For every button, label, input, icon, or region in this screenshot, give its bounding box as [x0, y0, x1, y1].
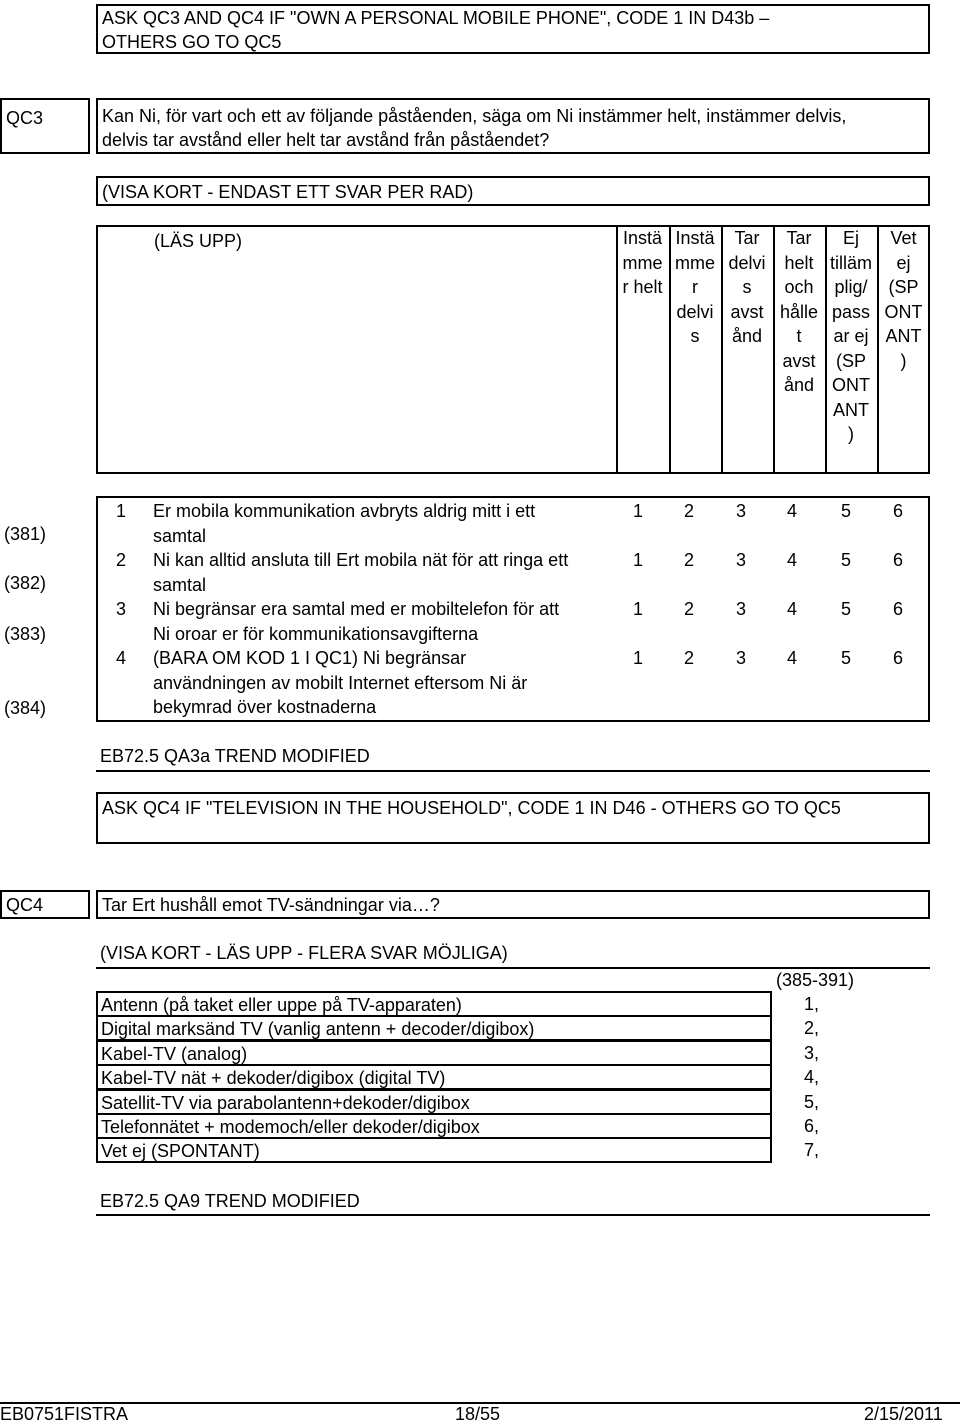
- qc4-id-box: [0, 890, 90, 919]
- qc3-question-line-2: delvis tar avstånd eller helt tar avstånd från påståendet?: [102, 130, 550, 150]
- item-statement-line: (BARA OM KOD 1 I QC1) Ni begränsar: [153, 648, 467, 668]
- response-code-option[interactable]: 4: [787, 501, 798, 521]
- qc3-column-header-line: hålle: [779, 301, 819, 322]
- qc4-option-label-box: [96, 1113, 772, 1139]
- item-variable-code: (384): [4, 698, 47, 718]
- qc4-option-code[interactable]: 6,: [804, 1116, 820, 1136]
- item-statement-line: bekymrad över kostnaderna: [153, 697, 377, 717]
- qc4-option-code[interactable]: 4,: [804, 1067, 820, 1088]
- response-code-option[interactable]: 2: [684, 550, 695, 570]
- qc3-column-header-line: avst: [782, 350, 816, 371]
- item-variable-code: (383): [4, 624, 47, 644]
- response-code-option[interactable]: 2: [684, 501, 695, 521]
- qc3-column-header-line: Instä: [622, 228, 663, 248]
- response-code-option[interactable]: 3: [736, 501, 747, 521]
- response-code-option[interactable]: 6: [893, 599, 904, 619]
- qc4-option-label: Antenn (på taket eller uppe på TV-apparaten): [101, 995, 462, 1015]
- qc3-column-header-line: helt: [784, 252, 814, 273]
- routing-box-qc3-qc4: [96, 4, 930, 54]
- qc3-column-header-line: Ej: [842, 228, 859, 248]
- qc4-option-label-box: [96, 1089, 772, 1115]
- response-code-option[interactable]: 3: [736, 550, 747, 570]
- qc3-column-header-line: ånd: [731, 326, 763, 346]
- item-number: 4: [116, 648, 127, 668]
- qc3-column-header-line: delvi: [676, 301, 714, 322]
- qc4-option-label-box: [96, 1040, 772, 1066]
- response-code-option[interactable]: 1: [633, 648, 644, 668]
- qc3-instruction: (VISA KORT - ENDAST ETT SVAR PER RAD): [102, 182, 474, 202]
- qc3-id: QC3: [6, 108, 44, 128]
- item-number: 1: [116, 501, 127, 521]
- qc4-option-code[interactable]: 3,: [804, 1042, 820, 1063]
- qc3-column-header: [669, 226, 721, 349]
- response-code-option[interactable]: 2: [684, 599, 695, 619]
- qc3-trend-label: EB72.5 QA3a TREND MODIFIED: [100, 746, 370, 766]
- qc4-code-range: (385-391): [776, 970, 855, 990]
- qc4-option-label-box: [96, 1015, 772, 1041]
- footer-doc-id: EB0751FISTRA: [0, 1404, 129, 1424]
- qc4-id: QC4: [6, 895, 44, 915]
- qc4-option-label-box: [96, 1064, 772, 1090]
- qc4-option-code[interactable]: 2,: [804, 1018, 820, 1039]
- response-code-option[interactable]: 6: [893, 648, 904, 668]
- qc3-column-header-line: pass: [831, 301, 871, 322]
- qc4-option-label: Vet ej (SPONTANT): [101, 1141, 260, 1162]
- qc3-column-header-line: ar ej: [833, 326, 869, 346]
- qc3-column-header-line: avst: [730, 301, 764, 322]
- response-code-option[interactable]: 1: [633, 599, 644, 619]
- response-code-option[interactable]: 6: [893, 550, 904, 570]
- qc3-id-box: [0, 98, 90, 154]
- response-code-option[interactable]: 5: [841, 501, 852, 521]
- qc4-option-label: Satellit-TV via parabolantenn+dekoder/digibox: [101, 1092, 470, 1113]
- qc3-column-header-line: ANT: [885, 326, 922, 346]
- response-code-option[interactable]: 5: [841, 550, 852, 570]
- qc3-column-header-line: mme: [622, 252, 663, 273]
- response-code-option[interactable]: 3: [736, 648, 747, 668]
- response-code-option[interactable]: 1: [633, 501, 644, 521]
- qc3-column-header-line: delvi: [728, 252, 766, 273]
- footer-date: 2/15/2011: [864, 1404, 943, 1424]
- qc4-option-label: Telefonnätet + modemoch/eller dekoder/digibox: [101, 1117, 480, 1137]
- response-code-option[interactable]: 3: [736, 599, 747, 619]
- response-code-option[interactable]: 4: [787, 648, 798, 668]
- qc4-option-code[interactable]: 1,: [804, 994, 820, 1014]
- qc3-column-header-line: ONT: [832, 375, 870, 395]
- qc4-trend-divider: [96, 1214, 930, 1216]
- response-code-option[interactable]: 5: [841, 648, 852, 668]
- qc4-option-label-box: [96, 991, 772, 1017]
- item-variable-code: (381): [4, 524, 47, 544]
- qc3-question-box: [96, 98, 930, 154]
- qc3-column-header-line: ej: [896, 252, 911, 273]
- qc3-column-header-line: ANT: [833, 399, 869, 420]
- qc3-column-header-line: ): [900, 350, 907, 371]
- routing-qc4-text: ASK QC4 IF "TELEVISION IN THE HOUSEHOLD", CODE 1 IN D46 - OTHERS GO TO QC5: [102, 798, 841, 818]
- qc4-option-label: Digital marksänd TV (vanlig antenn + decoder/digibox): [101, 1019, 535, 1040]
- routing-line-1: ASK QC3 AND QC4 IF "OWN A PERSONAL MOBILE PHONE", CODE 1 IN D43b –: [102, 8, 770, 28]
- routing-line-2: OTHERS GO TO QC5: [102, 32, 282, 52]
- qc3-column-header-line: Vet: [890, 228, 917, 248]
- qc3-column-header-line: Instä: [675, 228, 715, 248]
- qc3-question-line-1: Kan Ni, för vart och ett av följande påståenden, säga om Ni instämmer helt, instämmer delvis,: [102, 106, 847, 126]
- qc3-column-header-line: plig/: [834, 277, 868, 297]
- qc4-option-code[interactable]: 5,: [804, 1091, 820, 1112]
- qc3-column-header-line: s: [742, 277, 752, 297]
- qc3-column-header: [877, 226, 930, 373]
- item-number: 3: [116, 599, 127, 619]
- qc3-column-header-line: (SP: [835, 350, 866, 371]
- response-code-option[interactable]: 5: [841, 599, 852, 619]
- qc4-question-box: [96, 890, 930, 919]
- qc3-column-header-line: ): [848, 424, 854, 444]
- item-statement-line: samtal: [153, 525, 207, 546]
- qc4-trend-label: EB72.5 QA9 TREND MODIFIED: [100, 1191, 360, 1211]
- qc4-option-label-box: [96, 1137, 772, 1163]
- qc3-column-header-line: r: [692, 277, 698, 297]
- qc4-question: Tar Ert hushåll emot TV-sändningar via…?: [102, 895, 440, 915]
- qc3-column-header-line: t: [796, 326, 802, 346]
- qc3-column-header: [773, 226, 825, 398]
- item-statement-line: Ni oroar er för kommunikationsavgifterna: [153, 623, 479, 644]
- response-code-option[interactable]: 4: [787, 599, 798, 619]
- qc3-column-header: [616, 226, 669, 300]
- qc3-instruction-box: [96, 176, 930, 206]
- item-statement-line: Ni begränsar era samtal med er mobiltelefon för att: [153, 599, 560, 619]
- qc3-column-header-line: och: [784, 277, 814, 297]
- qc4-option-label: Kabel-TV nät + dekoder/digibox (digital TV): [101, 1068, 446, 1089]
- qc3-column-header: [825, 226, 877, 447]
- item-number: 2: [116, 550, 127, 570]
- qc3-column-header-line: ånd: [783, 375, 815, 395]
- qc3-column-header-line: s: [690, 326, 700, 346]
- response-code-option[interactable]: 4: [787, 550, 798, 570]
- trend-divider: [96, 770, 930, 772]
- qc3-column-header-line: mme: [675, 252, 715, 273]
- qc3-column-header-line: tilläm: [829, 252, 872, 273]
- response-code-option[interactable]: 2: [684, 648, 695, 668]
- footer-page-number: 18/55: [455, 1404, 501, 1424]
- qc3-read-out: (LÄS UPP): [154, 231, 243, 251]
- qc3-column-header-line: Tar: [786, 228, 812, 248]
- qc4-option-label: Kabel-TV (analog): [101, 1043, 248, 1064]
- response-code-option[interactable]: 1: [633, 550, 644, 570]
- item-statement-line: Ni kan alltid ansluta till Ert mobila nät för att ringa ett: [153, 550, 569, 570]
- qc3-column-header-line: Tar: [734, 228, 760, 248]
- response-code-option[interactable]: 6: [893, 501, 904, 521]
- routing-box-qc4: [96, 792, 930, 844]
- item-statement-line: användningen av mobilt Internet eftersom Ni är: [153, 672, 528, 693]
- item-statement-line: Er mobila kommunikation avbryts aldrig mitt i ett: [153, 501, 536, 521]
- qc3-column-header: [721, 226, 773, 349]
- item-statement-line: samtal: [153, 574, 207, 595]
- qc3-column-header-line: ONT: [884, 301, 923, 322]
- qc3-column-header-line: r helt: [622, 277, 663, 297]
- qc3-column-header-line: (SP: [888, 277, 919, 297]
- item-variable-code: (382): [4, 573, 47, 593]
- qc4-instruction: (VISA KORT - LÄS UPP - FLERA SVAR MÖJLIGA): [100, 943, 508, 963]
- qc4-option-code[interactable]: 7,: [804, 1140, 820, 1161]
